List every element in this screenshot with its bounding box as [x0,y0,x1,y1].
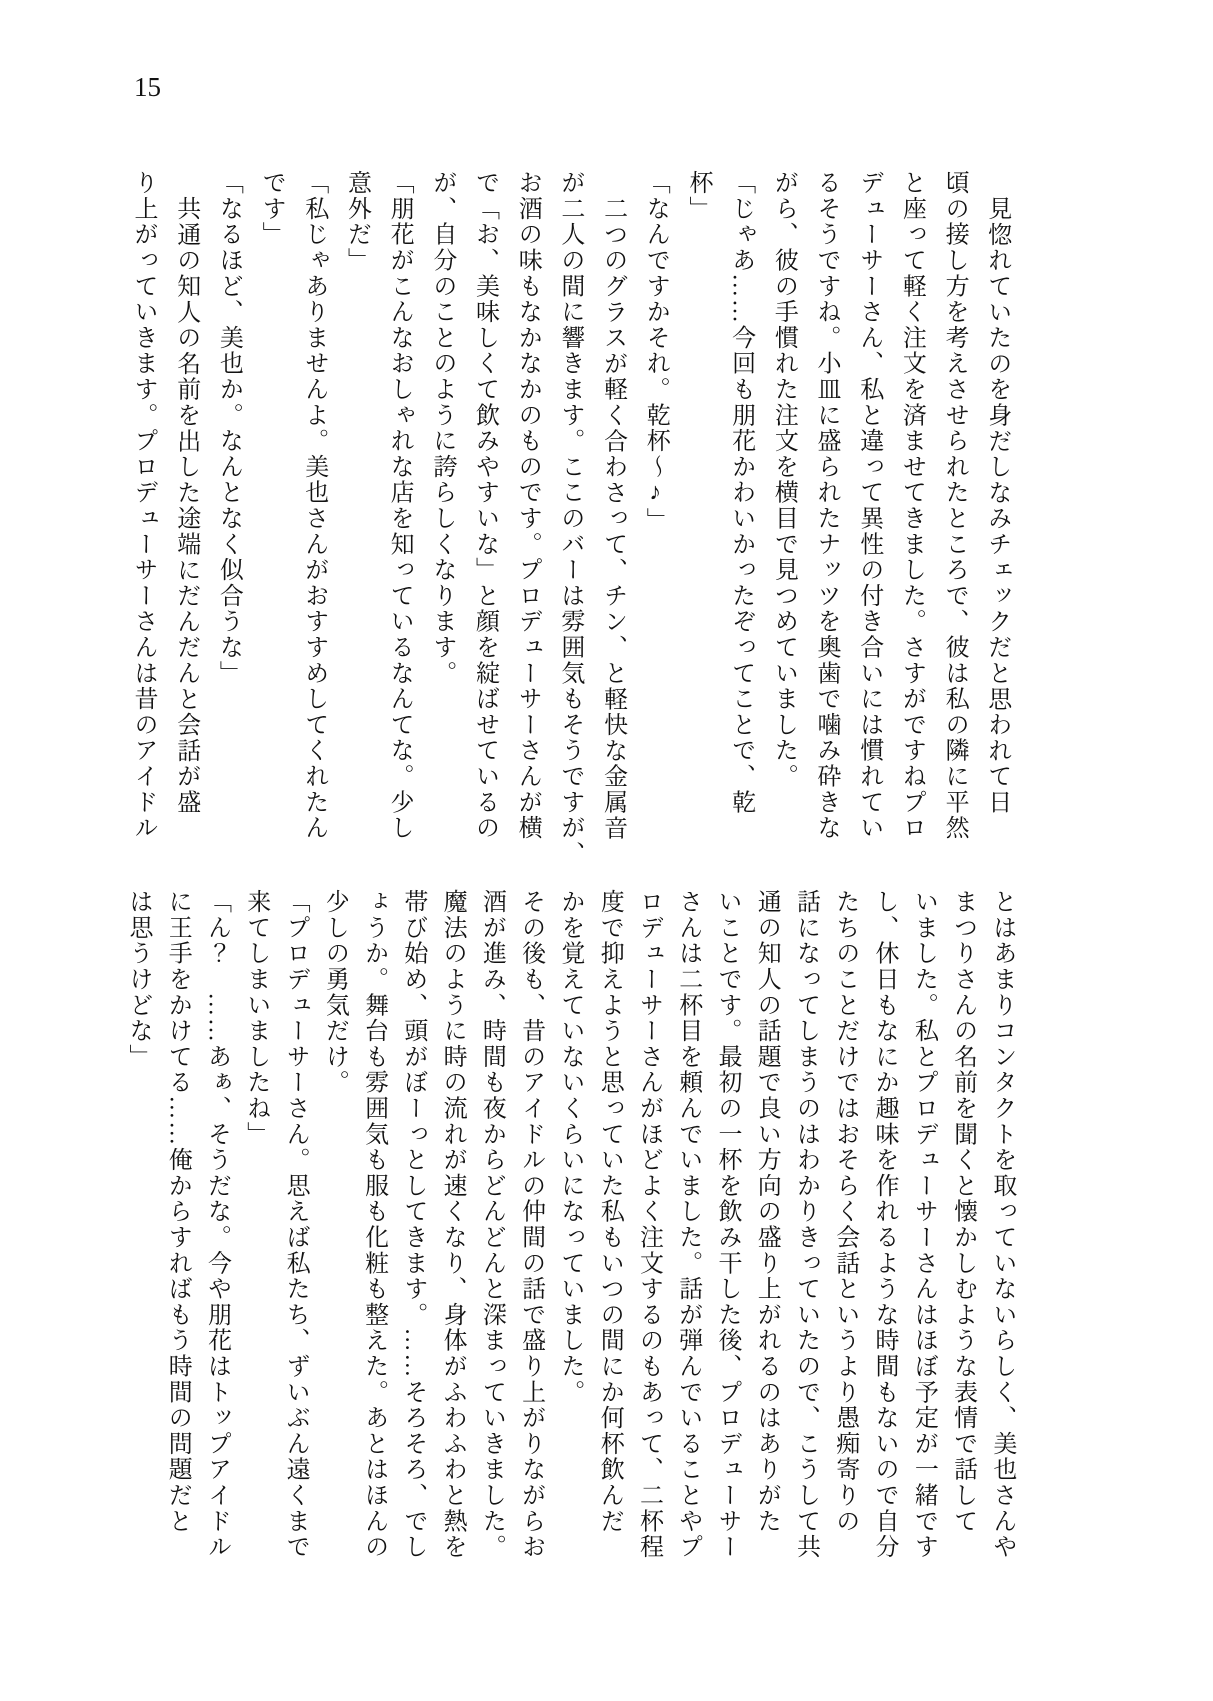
text-column: で「お、美味しくて飲みやすいな」と顔を綻ばせているの [471,170,498,841]
text-column: まつりさんの名前を聞くと懐かしむような表情で話して [949,889,976,1534]
text-column: 頃の接し方を考えさせられたところで、彼は私の隣に平然 [941,170,968,841]
text-column: 少しの勇気だけ。 [321,889,348,1096]
text-column: です」 [258,170,285,248]
text-column: 「プロデューサーさん。思えば私たち、ずいぶん遠くまで [282,889,309,1560]
text-column: 「じゃあ……今回も朋花かわいかったぞってことで、乾 [727,170,754,815]
text-column: 酒が進み、時間も夜からどんどんと深まっていきました。 [478,889,505,1560]
text-column: 二つのグラスが軽く合わさって、チン、と軽快な金属音 [599,196,626,841]
text-column: デューサーさん、私と違って異性の付き合いには慣れてい [855,170,882,841]
text-column: 通の知人の話題で良い方向の盛り上がれるのはありがた [753,889,780,1534]
text-column: たちのことだけではおそらく会話というより愚痴寄りの [831,889,858,1534]
text-column: いことです。最初の一杯を飲み干した後、プロデューサー [713,889,740,1560]
text-column: 来てしまいましたね」 [242,889,269,1147]
text-column: 杯」 [684,170,711,222]
text-column: かを覚えていないくらいになっていました。 [556,889,583,1405]
page-number: 15 [134,72,161,102]
vertical-text-block-top [130,170,1010,867]
text-column: 見惚れていたのを身だしなみチェックだと思われて日 [983,196,1010,816]
text-column: 「朋花がこんなおしゃれな店を知っているなんてな。少し [386,170,413,841]
text-column: と座って軽く注文を済ませてきました。さすがですねプロ [898,170,925,841]
text-column: は思うけどな」 [125,889,151,1070]
text-column: 共通の知人の名前を出した途端にだんだんと会話が盛 [172,196,199,816]
vertical-text-block-bottom [125,889,1015,1560]
text-column: とはあまりコンタクトを取っていないらしく、美也さんや [988,889,1015,1560]
text-column: 魔法のように時の流れが速くなり、身体がふわふわと熱を [439,889,466,1560]
text-column: し、休日もなにか趣味を作れるような時間もないので自分 [871,889,898,1560]
text-column: に王手をかけてる……俺からすればもう時間の問題だと [164,889,191,1534]
text-column: り上がっていきます。プロデューサーさんは昔のアイドル [130,170,156,841]
text-column: ロデューサーさんがほどよく注文するのもあって、二杯程 [635,889,662,1560]
text-column: が、自分のことのように誇らしくなります。 [428,170,455,686]
text-column: 帯び始め、頭がぼーっとしてきます。……そろそろ、でし [399,889,426,1560]
text-column: ょうか。舞台も雰囲気も服も化粧も整えた。あとはほんの [360,889,387,1560]
text-column: お酒の味もなかなかのものです。プロデューサーさんが横 [514,170,541,841]
text-column: 「なんですかそれ。乾杯〜♪」 [642,170,669,534]
text-column: その後も、昔のアイドルの仲間の話で盛り上がりながらお [517,889,544,1560]
text-column: がら、彼の手慣れた注文を横目で見つめていました。 [770,170,797,790]
text-column: いました。私とプロデューサーさんはほぼ予定が一緒です [910,889,937,1560]
text-column: 度で抑えようと思っていた私もいつの間にか何杯飲んだ [596,889,623,1534]
text-column: 「ん？ ……あぁ、そうだな。今や朋花はトップアイドル [203,889,230,1560]
text-column: さんは二杯目を頼んでいました。話が弾んでいることやプ [674,889,701,1560]
text-column: 意外だ」 [343,170,370,274]
text-column: 「なるほど、美也か。なんとなく似合うな」 [215,170,242,686]
text-column: るそうですね。小皿に盛られたナッツを奥歯で噛み砕きな [813,170,839,841]
text-column: 話になってしまうのはわかりきっていたので、こうして共 [792,889,819,1560]
text-column: が二人の間に響きます。ここのバーは雰囲気もそうですが、 [556,170,583,867]
text-column: 「私じゃありませんよ。美也さんがおすすめしてくれたん [300,170,327,841]
